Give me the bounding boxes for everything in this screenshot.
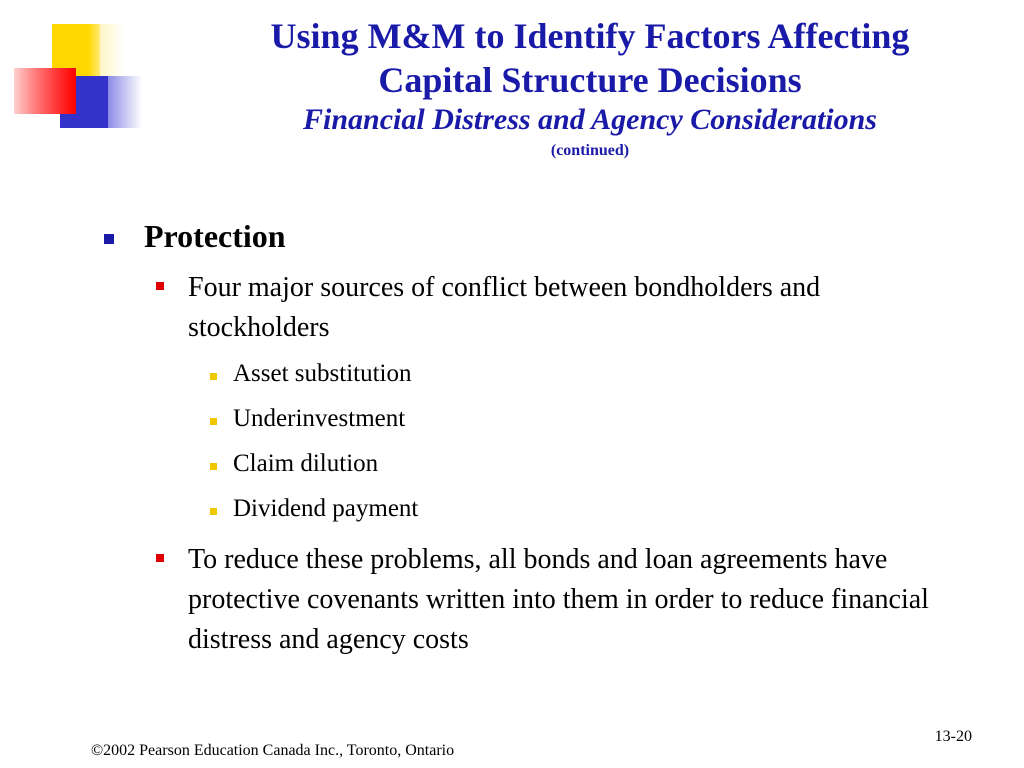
slide-subtitle: Financial Distress and Agency Considerations (303, 103, 877, 136)
bullet-heading: Protection (144, 218, 286, 254)
bullet-square-icon (210, 463, 217, 470)
sub-bullet-text: Asset substitution (233, 360, 412, 387)
title-line-1: Using M&M to Identify Factors Affecting (270, 16, 910, 56)
sub-bullet-text: Dividend payment (233, 495, 419, 522)
copyright-footer: ©2002 Pearson Education Canada Inc., Toronto, Ontario (91, 742, 455, 759)
bullet-text: Four major sources of conflict between bondholders and stockholders (188, 272, 821, 343)
sub-bullet-text: Underinvestment (233, 405, 406, 432)
title-line-2: Capital Structure Decisions (378, 60, 802, 100)
bullet-square-icon (156, 282, 164, 290)
continued-label: (continued) (550, 142, 630, 159)
bullet-square-icon (210, 508, 217, 515)
bullet-square-icon (156, 554, 164, 562)
page-number: 13-20 (934, 728, 972, 745)
bullet-square-icon (210, 418, 217, 425)
bullet-text: To reduce these problems, all bonds and loan agreements have protective covenants written into them in order to reduce financial distress and agency costs (188, 544, 929, 655)
bullet-square-icon (210, 373, 217, 380)
bullet-square-icon (104, 234, 114, 244)
sub-bullet-text: Claim dilution (233, 450, 379, 477)
